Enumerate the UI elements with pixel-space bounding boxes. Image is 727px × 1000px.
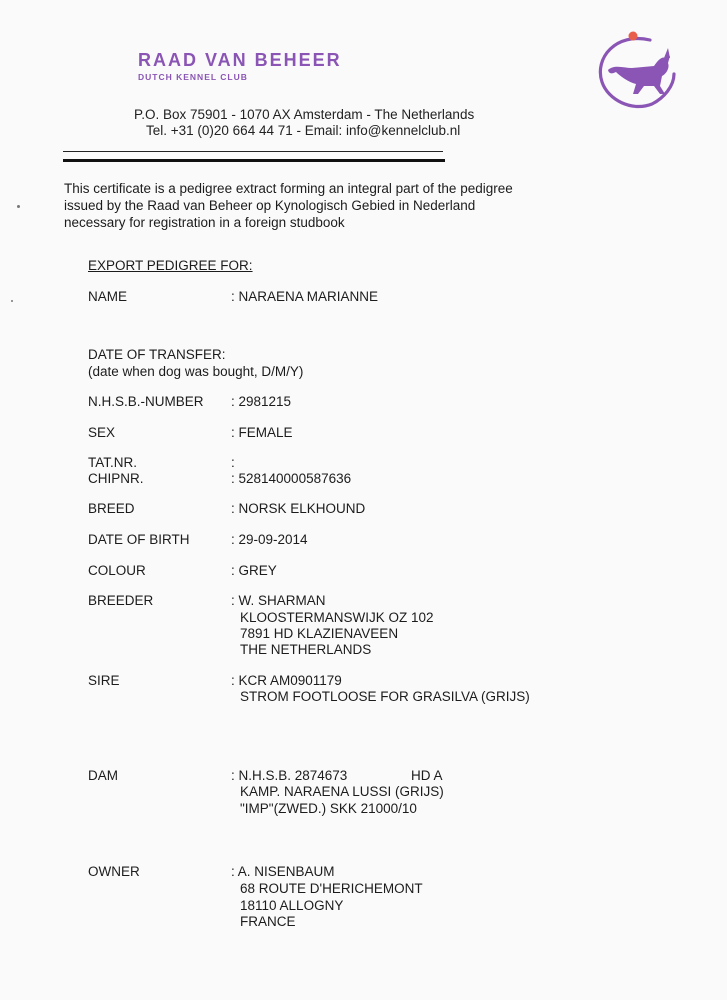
owner-label: OWNER — [88, 864, 140, 879]
transfer-note: (date when dog was bought, D/M/Y) — [88, 364, 304, 379]
header-divider-thick — [63, 159, 445, 162]
breeder-line-2: KLOOSTERMANSWIJK OZ 102 — [240, 610, 434, 625]
scan-speck — [11, 300, 13, 302]
address-line-1: P.O. Box 75901 - 1070 AX Amsterdam - The Netherlands — [134, 107, 475, 122]
sire-line-1: : KCR AM0901179 — [231, 673, 342, 688]
colour-label: COLOUR — [88, 563, 146, 578]
dam-line-1: : N.H.S.B. 2874673 — [231, 768, 348, 783]
dam-line-2: KAMP. NARAENA LUSSI (GRIJS) — [240, 784, 444, 799]
breeder-line-4: THE NETHERLANDS — [240, 642, 372, 657]
header-divider-thin — [63, 151, 443, 152]
chipnr-label: CHIPNR. — [88, 471, 144, 486]
section-title: EXPORT PEDIGREE FOR: — [88, 258, 253, 273]
breeder-line-3: 7891 HD KLAZIENAVEEN — [240, 626, 399, 641]
colour-value: : GREY — [231, 563, 277, 578]
sire-label: SIRE — [88, 673, 120, 688]
dog-logo-icon — [588, 30, 682, 114]
certificate-text-line-2: issued by the Raad van Beheer op Kynologisch Gebied in Nederland — [64, 198, 476, 213]
org-subtitle: DUTCH KENNEL CLUB — [138, 72, 248, 82]
sex-value: : FEMALE — [231, 425, 293, 440]
address-line-2: Tel. +31 (0)20 664 44 71 - Email: info@kennelclub.nl — [146, 123, 461, 138]
owner-line-2: 68 ROUTE D'HERICHEMONT — [240, 881, 423, 896]
name-value: : NARAENA MARIANNE — [231, 289, 379, 304]
owner-line-4: FRANCE — [240, 914, 296, 929]
org-name: RAAD VAN BEHEER — [138, 50, 342, 70]
scan-speck — [17, 205, 20, 208]
certificate-text-line-1: This certificate is a pedigree extract forming an integral part of the pedigree — [64, 181, 513, 196]
tatnr-value: : — [231, 455, 235, 470]
sire-line-2: STROM FOOTLOOSE FOR GRASILVA (GRIJS) — [240, 689, 530, 704]
dam-line-3: "IMP"(ZWED.) SKK 21000/10 — [240, 801, 417, 816]
dob-value: : 29-09-2014 — [231, 532, 308, 547]
breeder-label: BREEDER — [88, 593, 154, 608]
certificate-text-line-3: necessary for registration in a foreign studbook — [64, 215, 345, 230]
breeder-line-1: : W. SHARMAN — [231, 593, 326, 608]
transfer-label: DATE OF TRANSFER: — [88, 347, 226, 362]
nhsb-value: : 2981215 — [231, 394, 292, 409]
dam-hd-score: HD A — [411, 768, 443, 783]
dam-label: DAM — [88, 768, 118, 783]
owner-line-3: 18110 ALLOGNY — [240, 898, 344, 913]
dob-label: DATE OF BIRTH — [88, 532, 190, 547]
sex-label: SEX — [88, 425, 116, 440]
owner-line-1: : A. NISENBAUM — [231, 864, 335, 879]
chipnr-value: : 528140000587636 — [231, 471, 352, 486]
breed-value: : NORSK ELKHOUND — [231, 501, 366, 516]
breed-label: BREED — [88, 501, 135, 516]
name-label: NAME — [88, 289, 128, 304]
nhsb-label: N.H.S.B.-NUMBER — [88, 394, 204, 409]
tatnr-label: TAT.NR. — [88, 455, 137, 470]
